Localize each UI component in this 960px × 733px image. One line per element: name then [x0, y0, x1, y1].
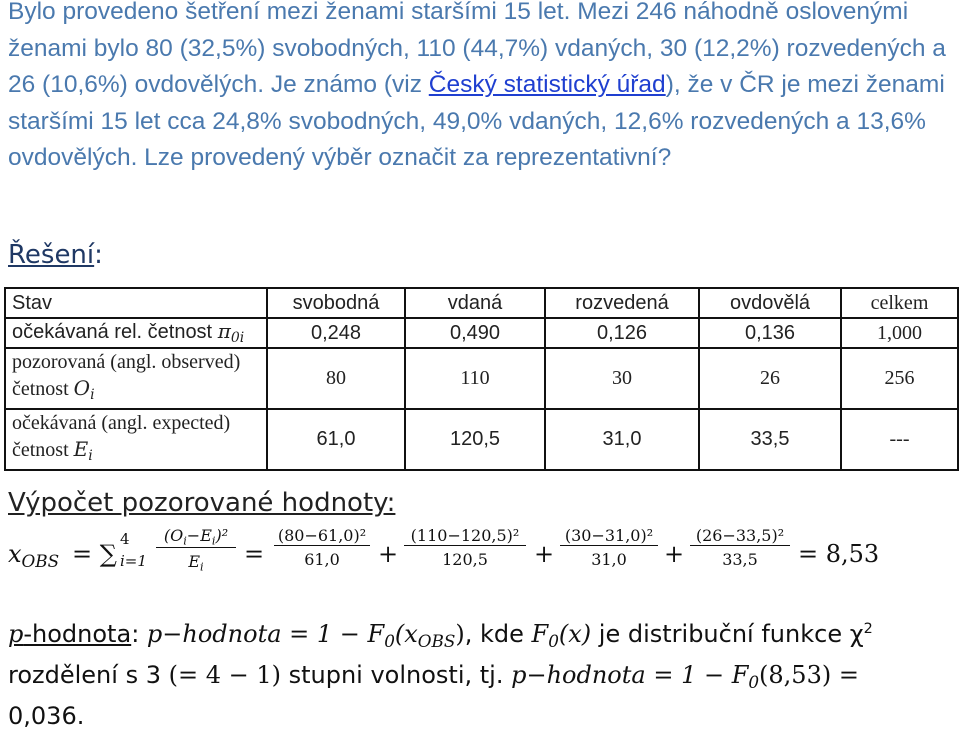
header-vdana: vdaná — [405, 288, 545, 318]
formula-sum-sup: 4 — [120, 530, 130, 548]
p-value-result: 0,036. — [8, 702, 85, 731]
header-rozvedena: rozvedená — [545, 288, 699, 318]
czso-link[interactable]: Český statistický úřad — [428, 71, 666, 98]
table-row-expected-rel — [5, 318, 958, 348]
table-cell: 0,490 — [405, 318, 545, 348]
problem-statement — [8, 0, 953, 177]
table-cell: 120,5 — [405, 409, 545, 470]
formula-general-fraction: $\frac{(O_i-E_i)^2}{E_i}$ — [156, 526, 236, 574]
solution-heading-label: Řešení — [8, 240, 95, 270]
header-ovdovela: ovdovělá — [699, 288, 841, 318]
problem-text-2: ), že v ČR je mezi ženami staršími 15 let cca 24,8% svobodných, 49,0% vdaných, 12,6% rozvedených a 13,6% ovdovělých. Lze provedený výběr označit za reprezentativní? — [8, 71, 945, 171]
row-label-expected-rel: očekávaná rel. četnost $\pi_{0i}$ — [5, 318, 267, 348]
table-header-row — [5, 288, 958, 318]
table-cell: 1,000 — [841, 318, 958, 348]
table-cell: 0,126 — [545, 318, 699, 348]
p-value-formula: p−hodnota = 1 − F — [146, 620, 385, 648]
solution-heading-colon: : — [94, 240, 103, 270]
row-label-observed: pozorovaná (angl. observed) četnost $O_i$ — [5, 348, 267, 409]
calculation-heading: Výpočet pozorované hodnoty: — [8, 488, 396, 518]
table-cell: 33,5 — [699, 409, 841, 470]
p-value-formula-2: p−hodnota = 1 − F — [511, 661, 749, 690]
p-value-text: p-hodnota: p−hodnota = $1 - F_0(x_{OBS})$, kde $F_0(x)$ je distribuční funkce $\chi^2$ rozdělení s 3 (= 4 − 1) stupni volnosti, tj. p−hodnota = $1 - F_0(8,53)$ = 0,036. — [8, 620, 873, 731]
table-cell: 256 — [841, 348, 958, 409]
formula-term-2: $\frac{\text{(110−120,5)²}}{120,5}$ — [404, 526, 526, 569]
table-cell: --- — [841, 409, 958, 470]
table-cell: 31,0 — [545, 409, 699, 470]
table-cell: 0,136 — [699, 318, 841, 348]
table-cell: 110 — [405, 348, 545, 409]
problem-text-1: Bylo provedeno šetření mezi ženami staršími 15 let. Mezi 246 náhodně oslovenými ženami bylo 80 (32,5%) svobodných, 110 (44,7%) vdaných, 30 (12,2%) rozvedených a 26 (10,6%) ovdovělých. Je známo (viz — [8, 0, 946, 98]
table-cell: 26 — [699, 348, 841, 409]
formula-result: = 8,53 — [798, 540, 880, 568]
header-svobodna: svobodná — [267, 288, 405, 318]
table-cell: 30 — [545, 348, 699, 409]
header-stav: Stav — [5, 288, 267, 318]
header-celkem: celkem — [841, 288, 958, 318]
frequency-table — [4, 287, 959, 471]
table-cell: 61,0 — [267, 409, 405, 470]
row-label-expected: očekávaná (angl. expected) četnost $E_i$ — [5, 409, 267, 470]
table-cell: 0,248 — [267, 318, 405, 348]
formula-term-1: $\frac{\text{(80−61,0)²}}{61,0}$ — [274, 526, 370, 569]
table-cell: 80 — [267, 348, 405, 409]
formula-term-4: $\frac{\text{(26−33,5)²}}{33,5}$ — [690, 526, 790, 569]
solution-heading — [8, 240, 103, 270]
table-row-observed — [5, 348, 958, 409]
table-row-expected — [5, 409, 958, 470]
formula-lhs: $x_{OBS}$ — [8, 540, 60, 572]
formula-term-3: $\frac{\text{(30−31,0)²}}{31,0}$ — [560, 526, 658, 569]
formula-sum: = ∑ — [72, 540, 117, 568]
chi-square-formula: $x_{OBS}$ = ∑ 4 i=1 $\frac{(O_i-E_i)^2}{E_i}$ = $\frac{\text{(80−61,0)²}}{61,0}$ + $\frac{\text{(110−120,5)²}}{120,5}$ + $\frac{\text{(30−31,0)²}}{31,0}$ + $\frac{\text{(26−33,5)²}}{33,5}$ = 8,53 — [8, 526, 880, 574]
formula-sum-sub: i=1 — [120, 552, 147, 570]
